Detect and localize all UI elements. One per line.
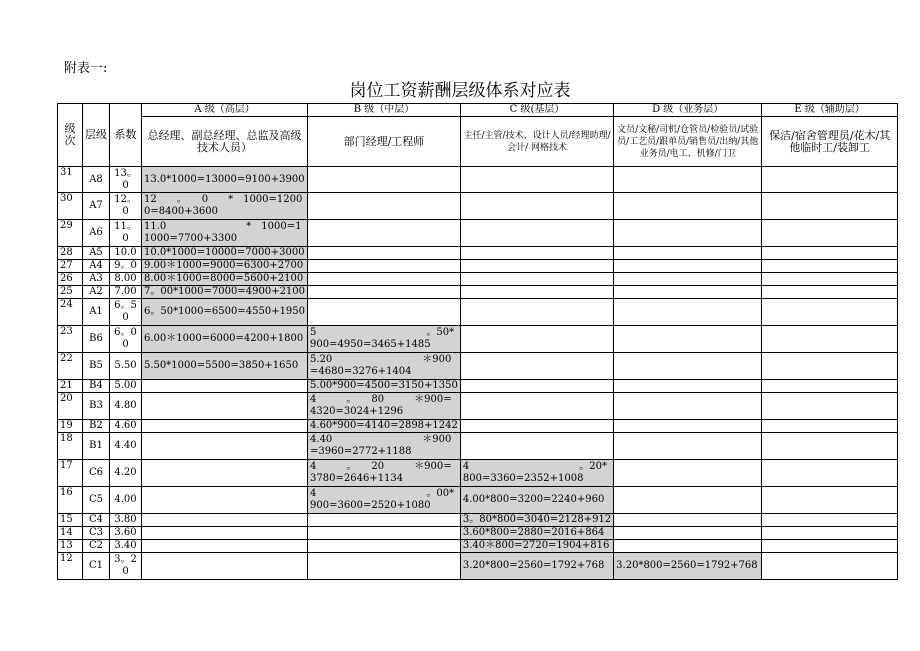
coef-cell: 5.50 bbox=[110, 353, 142, 380]
salary-cell-a bbox=[142, 540, 308, 553]
salary-cell-a: 5.50*1000=5500=3850+1650 bbox=[142, 353, 308, 380]
salary-cell-c bbox=[460, 380, 613, 393]
header-grade: 层级 bbox=[83, 104, 110, 167]
coef-cell: 4.40 bbox=[110, 433, 142, 460]
salary-cell-a: 7。00*1000=7000=4900+2100 bbox=[142, 286, 308, 299]
level-cell: 22 bbox=[58, 353, 83, 380]
salary-cell-b: 4.40 ＊900=3960=2772+1188 bbox=[308, 433, 461, 460]
salary-cell-d bbox=[614, 527, 762, 540]
salary-cell-d bbox=[614, 487, 762, 514]
coef-cell: 9。0 bbox=[110, 260, 142, 273]
grade-cell: B4 bbox=[83, 380, 110, 393]
salary-cell-a bbox=[142, 553, 308, 580]
table-row bbox=[58, 514, 898, 527]
salary-cell-e bbox=[762, 433, 898, 460]
salary-cell-c: 4 。20*800=3360=2352+1008 bbox=[460, 460, 613, 487]
salary-cell-d bbox=[614, 286, 762, 299]
salary-cell-d bbox=[614, 514, 762, 527]
level-cell: 15 bbox=[58, 514, 83, 527]
salary-cell-e bbox=[762, 540, 898, 553]
coef-cell: 3。20 bbox=[110, 553, 142, 580]
salary-cell-b bbox=[308, 273, 461, 286]
salary-cell-d bbox=[614, 433, 762, 460]
salary-cell-b bbox=[308, 260, 461, 273]
salary-cell-e bbox=[762, 220, 898, 247]
salary-cell-e bbox=[762, 273, 898, 286]
salary-cell-a bbox=[142, 514, 308, 527]
salary-cell-b bbox=[308, 540, 461, 553]
salary-cell-e bbox=[762, 487, 898, 514]
header-col-a-desc: 总经理、副总经理、总监及高级技术人员） bbox=[142, 117, 308, 167]
table-row bbox=[58, 273, 898, 286]
grade-cell: B2 bbox=[83, 420, 110, 433]
coef-cell: 12。0 bbox=[110, 193, 142, 220]
salary-cell-c bbox=[460, 299, 613, 326]
table-row bbox=[58, 193, 898, 220]
salary-cell-e bbox=[762, 260, 898, 273]
table-row bbox=[58, 393, 898, 420]
salary-cell-e bbox=[762, 527, 898, 540]
coef-cell: 4.20 bbox=[110, 460, 142, 487]
salary-cell-a: 10.0*1000=10000=7000+3000 bbox=[142, 247, 308, 260]
coef-cell: 8.00 bbox=[110, 273, 142, 286]
level-cell: 21 bbox=[58, 380, 83, 393]
salary-cell-c bbox=[460, 420, 613, 433]
table-row bbox=[58, 540, 898, 553]
salary-cell-e bbox=[762, 514, 898, 527]
salary-cell-e bbox=[762, 299, 898, 326]
salary-cell-b bbox=[308, 553, 461, 580]
salary-cell-a bbox=[142, 420, 308, 433]
salary-cell-d bbox=[614, 220, 762, 247]
grade-cell: B3 bbox=[83, 393, 110, 420]
table-row bbox=[58, 286, 898, 299]
grade-cell: A1 bbox=[83, 299, 110, 326]
header-col-e-desc: 保洁/宿舍管理员/花木/其他临时工/装卸工 bbox=[762, 117, 898, 167]
salary-cell-c: 4.00*800=3200=2240+960 bbox=[460, 487, 613, 514]
salary-cell-d bbox=[614, 273, 762, 286]
salary-cell-c bbox=[460, 193, 613, 220]
salary-cell-e bbox=[762, 353, 898, 380]
salary-cell-b: 4 。00*900=3600=2520+1080 bbox=[308, 487, 461, 514]
header-col-a-name: A 级（高层） bbox=[142, 104, 308, 117]
salary-cell-d bbox=[614, 299, 762, 326]
level-cell: 17 bbox=[58, 460, 83, 487]
salary-cell-b: 4.60*900=4140=2898+1242 bbox=[308, 420, 461, 433]
grade-cell: A3 bbox=[83, 273, 110, 286]
salary-cell-c bbox=[460, 393, 613, 420]
salary-cell-e bbox=[762, 420, 898, 433]
coef-cell: 10.0 bbox=[110, 247, 142, 260]
salary-cell-c bbox=[460, 353, 613, 380]
salary-cell-e bbox=[762, 286, 898, 299]
salary-cell-c bbox=[460, 167, 613, 193]
salary-cell-a: 8.00＊1000=8000=5600+2100 bbox=[142, 273, 308, 286]
coef-cell: 4.00 bbox=[110, 487, 142, 514]
salary-cell-e bbox=[762, 247, 898, 260]
salary-cell-d bbox=[614, 420, 762, 433]
level-cell: 16 bbox=[58, 487, 83, 514]
salary-cell-b bbox=[308, 193, 461, 220]
coef-cell: 3.40 bbox=[110, 540, 142, 553]
table-row bbox=[58, 353, 898, 380]
table-row bbox=[58, 460, 898, 487]
salary-cell-a bbox=[142, 487, 308, 514]
salary-cell-c bbox=[460, 220, 613, 247]
salary-cell-b bbox=[308, 220, 461, 247]
level-cell: 25 bbox=[58, 286, 83, 299]
grade-cell: A2 bbox=[83, 286, 110, 299]
salary-cell-a: 12 。 0 * 1000=12000=8400+3600 bbox=[142, 193, 308, 220]
table-row bbox=[58, 326, 898, 353]
salary-cell-c bbox=[460, 433, 613, 460]
salary-cell-b: 4 。 80 ＊900=4320=3024+1296 bbox=[308, 393, 461, 420]
salary-cell-c bbox=[460, 286, 613, 299]
salary-cell-d bbox=[614, 353, 762, 380]
salary-cell-a: 11.0 * 1000=11000=7700+3300 bbox=[142, 220, 308, 247]
salary-cell-c bbox=[460, 326, 613, 353]
salary-cell-e bbox=[762, 393, 898, 420]
salary-cell-b: 4 。 20 ＊900=3780=2646+1134 bbox=[308, 460, 461, 487]
salary-cell-d bbox=[614, 393, 762, 420]
table-row bbox=[58, 420, 898, 433]
salary-cell-b: 5 。50*900=4950=3465+1485 bbox=[308, 326, 461, 353]
salary-cell-d bbox=[614, 260, 762, 273]
page-title: 岗位工资薪酬层级体系对应表 bbox=[349, 81, 571, 101]
level-cell: 20 bbox=[58, 393, 83, 420]
salary-cell-c bbox=[460, 273, 613, 286]
salary-cell-b bbox=[308, 167, 461, 193]
coef-cell: 6。00 bbox=[110, 326, 142, 353]
header-col-b-name: B 级（中层） bbox=[308, 104, 461, 117]
salary-cell-a bbox=[142, 433, 308, 460]
salary-cell-a: 6.00＊1000=6000=4200+1800 bbox=[142, 326, 308, 353]
coef-cell: 5.00 bbox=[110, 380, 142, 393]
level-cell: 13 bbox=[58, 540, 83, 553]
level-cell: 30 bbox=[58, 193, 83, 220]
salary-cell-c bbox=[460, 247, 613, 260]
salary-cell-a bbox=[142, 393, 308, 420]
salary-cell-b bbox=[308, 514, 461, 527]
table-row bbox=[58, 527, 898, 540]
salary-cell-e bbox=[762, 326, 898, 353]
level-cell: 23 bbox=[58, 326, 83, 353]
header-col-c-desc: 主任/主管/技术、设计人员/经理助理/会计/ 网格技术 bbox=[460, 117, 613, 167]
header-col-c-name: C 级(基层） bbox=[460, 104, 613, 117]
salary-cell-d bbox=[614, 247, 762, 260]
coef-cell: 13。0 bbox=[110, 167, 142, 193]
coef-cell: 4.80 bbox=[110, 393, 142, 420]
salary-cell-e bbox=[762, 167, 898, 193]
salary-cell-c: 3.60*800=2880=2016+864 bbox=[460, 527, 613, 540]
salary-cell-e bbox=[762, 553, 898, 580]
salary-cell-b bbox=[308, 286, 461, 299]
table-row bbox=[58, 553, 898, 580]
table-row bbox=[58, 220, 898, 247]
grade-cell: B6 bbox=[83, 326, 110, 353]
grade-cell: B5 bbox=[83, 353, 110, 380]
coef-cell: 7.00 bbox=[110, 286, 142, 299]
grade-cell: C2 bbox=[83, 540, 110, 553]
grade-cell: C3 bbox=[83, 527, 110, 540]
grade-cell: A6 bbox=[83, 220, 110, 247]
header-col-e-name: E 级（辅助层） bbox=[762, 104, 898, 117]
salary-cell-a bbox=[142, 527, 308, 540]
salary-cell-d bbox=[614, 460, 762, 487]
level-cell: 24 bbox=[58, 299, 83, 326]
salary-cell-d: 3.20*800=2560=1792+768 bbox=[614, 553, 762, 580]
grade-cell: B1 bbox=[83, 433, 110, 460]
level-cell: 31 bbox=[58, 167, 83, 193]
grade-cell: A5 bbox=[83, 247, 110, 260]
salary-cell-d bbox=[614, 193, 762, 220]
salary-cell-c: 3.40＊800=2720=1904+816 bbox=[460, 540, 613, 553]
salary-cell-d bbox=[614, 540, 762, 553]
salary-cell-d bbox=[614, 380, 762, 393]
coef-cell: 6。50 bbox=[110, 299, 142, 326]
header-col-d-name: D 级（业务层） bbox=[614, 104, 762, 117]
salary-cell-d bbox=[614, 326, 762, 353]
level-cell: 18 bbox=[58, 433, 83, 460]
level-cell: 19 bbox=[58, 420, 83, 433]
salary-cell-c: 3.20*800=2560=1792+768 bbox=[460, 553, 613, 580]
table-row bbox=[58, 487, 898, 514]
salary-cell-b: 5.20 ＊900=4680=3276+1404 bbox=[308, 353, 461, 380]
salary-cell-a: 6。50*1000=6500=4550+1950 bbox=[142, 299, 308, 326]
level-cell: 28 bbox=[58, 247, 83, 260]
salary-cell-a bbox=[142, 460, 308, 487]
table-row bbox=[58, 247, 898, 260]
level-cell: 29 bbox=[58, 220, 83, 247]
salary-cell-c: 3。80*800=3040=2128+912 bbox=[460, 514, 613, 527]
level-cell: 26 bbox=[58, 273, 83, 286]
header-coef: 系数 bbox=[110, 104, 142, 167]
grade-cell: A8 bbox=[83, 167, 110, 193]
salary-cell-b: 5.00*900=4500=3150+1350 bbox=[308, 380, 461, 393]
level-cell: 12 bbox=[58, 553, 83, 580]
salary-cell-b bbox=[308, 527, 461, 540]
salary-cell-e bbox=[762, 460, 898, 487]
coef-cell: 3.60 bbox=[110, 527, 142, 540]
table-row bbox=[58, 433, 898, 460]
grade-cell: A7 bbox=[83, 193, 110, 220]
salary-cell-a: 9.00＊1000=9000=6300+2700 bbox=[142, 260, 308, 273]
level-cell: 27 bbox=[58, 260, 83, 273]
table-row bbox=[58, 260, 898, 273]
coef-cell: 3.80 bbox=[110, 514, 142, 527]
grade-cell: C6 bbox=[83, 460, 110, 487]
salary-cell-b bbox=[308, 247, 461, 260]
table-row bbox=[58, 380, 898, 393]
header-col-d-desc: 文员/文秘/司机/仓管员/检验员/试验员/工艺员/跟单员/销售员/出纳/其他业务员/电工、机修/门卫 bbox=[614, 117, 762, 167]
salary-cell-e bbox=[762, 193, 898, 220]
grade-cell: C1 bbox=[83, 553, 110, 580]
salary-cell-a bbox=[142, 380, 308, 393]
salary-cell-a: 13.0*1000=13000=9100+3900 bbox=[142, 167, 308, 193]
salary-cell-e bbox=[762, 380, 898, 393]
level-cell: 14 bbox=[58, 527, 83, 540]
grade-cell: A4 bbox=[83, 260, 110, 273]
grade-cell: C5 bbox=[83, 487, 110, 514]
coef-cell: 11。0 bbox=[110, 220, 142, 247]
coef-cell: 4.60 bbox=[110, 420, 142, 433]
table-row bbox=[58, 167, 898, 193]
table-row bbox=[58, 299, 898, 326]
salary-cell-b bbox=[308, 299, 461, 326]
header-level: 级次 bbox=[58, 104, 83, 167]
salary-level-table bbox=[57, 103, 898, 580]
header-col-b-desc: 部门经理/工程师 bbox=[308, 117, 461, 167]
appendix-label: 附表一: bbox=[64, 61, 108, 76]
salary-cell-c bbox=[460, 260, 613, 273]
grade-cell: C4 bbox=[83, 514, 110, 527]
salary-cell-d bbox=[614, 167, 762, 193]
